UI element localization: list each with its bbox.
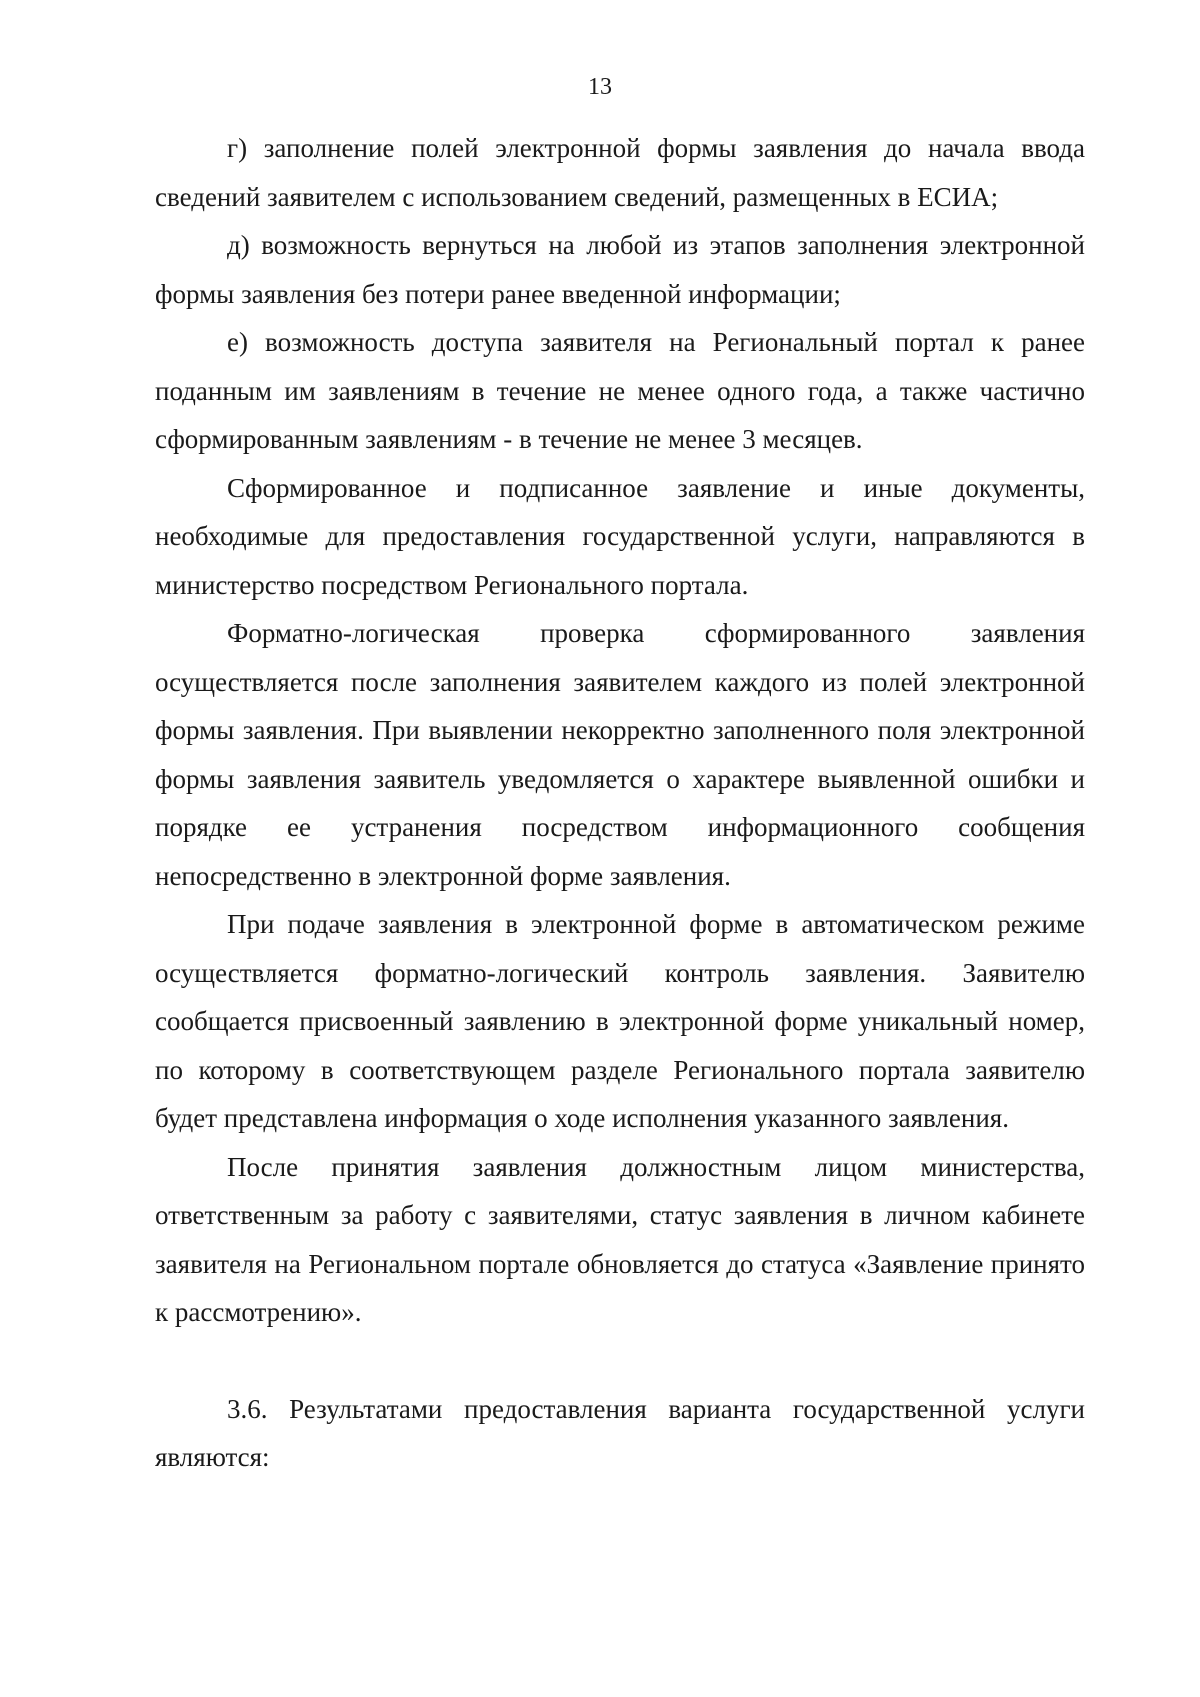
page-number: 13 [588, 74, 612, 100]
section-3-6-results: 3.6. Результатами предоставления варианта государственной услуги являются: [155, 1393, 1085, 1472]
paragraph-e-access-to-applications: е) возможность доступа заявителя на Региональный портал к ранее поданным им заявлениям в течение не менее одного года, а также частично сформированным заявлениям - в течение не менее 3 месяцев. [155, 327, 1085, 454]
paragraph-d-return-to-step: д) возможность вернуться на любой из этапов заполнения электронной формы заявления без потери ранее введенной информации; [155, 230, 1085, 309]
paragraph-format-logic-check: Форматно-логическая проверка сформированного заявления осуществляется после заполнения заявителем каждого из полей электронной формы заявления. При выявлении некорректно заполненного поля электронной формы заявления заявитель уведомляется о характере выявленной ошибки и порядке ее устранения посредством информационного сообщения непосредственно в электронной форме заявления. [155, 618, 1085, 891]
paragraph-g-form-autofill: г) заполнение полей электронной формы заявления до начала ввода сведений заявителем с использованием сведений, размещенных в ЕСИА; [155, 133, 1085, 212]
document-body [155, 124, 1085, 1482]
paragraph-electronic-submission: При подаче заявления в электронной форме в автоматическом режиме осуществляется форматно-логический контроль заявления. Заявителю сообщается присвоенный заявлению в электронной форме уникальный номер, по которому в соответствующем разделе Регионального портала заявителю будет представлена информация о ходе исполнения указанного заявления. [155, 909, 1085, 1133]
paragraph-status-update: После принятия заявления должностным лицом министерства, ответственным за работу с заявителями, статус заявления в личном кабинете заявителя на Региональном портале обновляется до статуса «Заявление принято к рассмотрению». [155, 1151, 1085, 1327]
paragraph-submission: Сформированное и подписанное заявление и иные документы, необходимые для предоставления государственной услуги, направляются в министерство посредством Регионального портала. [155, 472, 1085, 600]
